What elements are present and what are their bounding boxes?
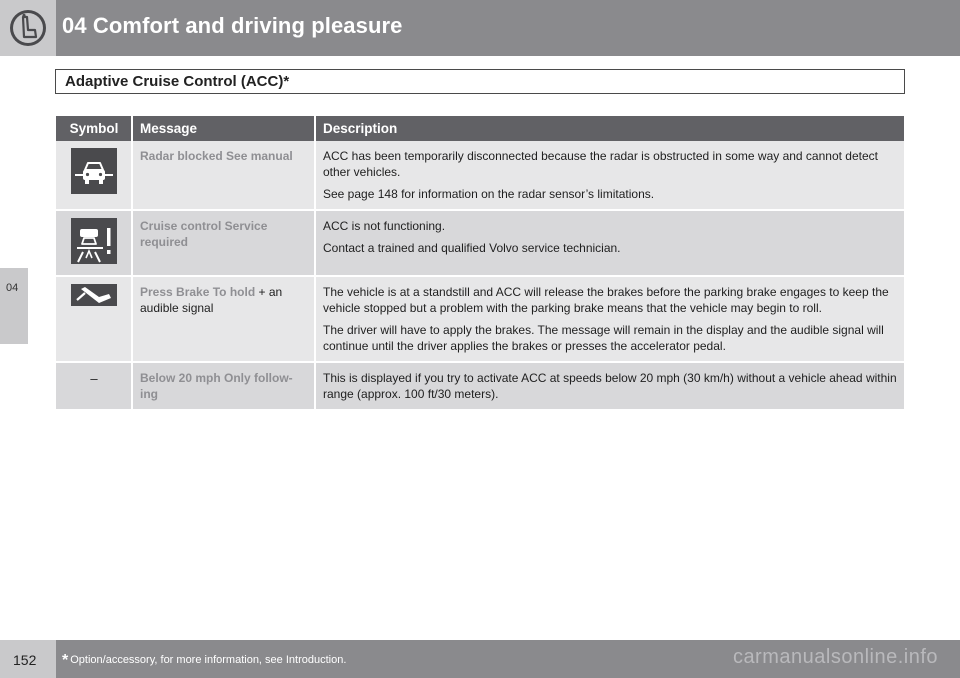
description-paragraph: This is displayed if you try to activate ACC at speeds below 20 mph (30 km/h) without a vehicle ahead within range (approx. 100 ft/30 meters). (323, 371, 897, 401)
message-text: Radar blocked See manual (140, 149, 293, 163)
cruise-service-warning-icon (71, 218, 117, 264)
column-header-symbol: Symbol (56, 116, 133, 141)
footnote-text: Option/accessory, for more information, see Introduction. (70, 654, 347, 666)
symbol-cell (56, 141, 133, 211)
description-paragraph: The driver will have to apply the brakes. The message will remain in the display and the audible signal will continue until the driver applies the brakes or presses the accelerator pedal. (323, 323, 884, 353)
footnote-star: * (62, 652, 69, 669)
description-cell (316, 141, 904, 211)
description-paragraph: ACC has been temporarily disconnected because the radar is obstructed in some way and cannot detect other vehicles. (323, 149, 878, 179)
description-cell (316, 277, 904, 363)
message-text: Cruise control Service required (140, 219, 268, 249)
watermark: carmanualsonline.info (732, 646, 938, 668)
page-number: 152 (13, 652, 37, 668)
chapter-title: 04 Comfort and driving pleasure (62, 13, 403, 38)
chapter-icon-box (0, 0, 56, 56)
column-header-message: Message (133, 116, 316, 141)
table-row (56, 277, 904, 363)
description-paragraph: See page 148 for information on the radar sensor’s limitations. (323, 187, 655, 201)
message-text: Press Brake To hold (140, 285, 256, 299)
radar-blocked-car-icon (71, 148, 117, 194)
description-paragraph: Contact a trained and qualified Volvo service technician. (323, 241, 621, 255)
message-text: Below 20 mph Only follow-ing (140, 371, 293, 401)
chapter-side-tab[interactable] (0, 268, 28, 344)
symbol-cell (56, 211, 133, 277)
symbol-cell (56, 363, 133, 411)
section-heading (55, 69, 905, 94)
brake-pedal-icon (71, 284, 117, 306)
chapter-side-tab-label: 04 (6, 282, 19, 294)
message-cell (133, 363, 316, 411)
description-cell (316, 363, 904, 411)
table-row (56, 141, 904, 211)
table-row (56, 211, 904, 277)
column-header-description: Description (316, 116, 904, 141)
symbol-dash: – (90, 371, 98, 386)
seat-icon (8, 8, 48, 48)
section-title: Adaptive Cruise Control (ACC)* (65, 73, 290, 90)
side-strip (0, 56, 28, 640)
table-header-row (56, 116, 904, 141)
description-paragraph: The vehicle is at a standstill and ACC will release the brakes before the parking brake engages to keep the vehicle stopped but a problem with the parking brake means that the vehicle may begin to roll. (323, 285, 889, 315)
symbol-cell (56, 277, 133, 363)
description-cell (316, 211, 904, 277)
message-extra: + an audible signal (140, 285, 283, 315)
message-cell (133, 141, 316, 211)
table-row (56, 363, 904, 411)
message-cell (133, 277, 316, 363)
description-paragraph: ACC is not functioning. (323, 219, 446, 233)
message-cell (133, 211, 316, 277)
footnote (62, 652, 346, 670)
message-table (56, 116, 904, 411)
